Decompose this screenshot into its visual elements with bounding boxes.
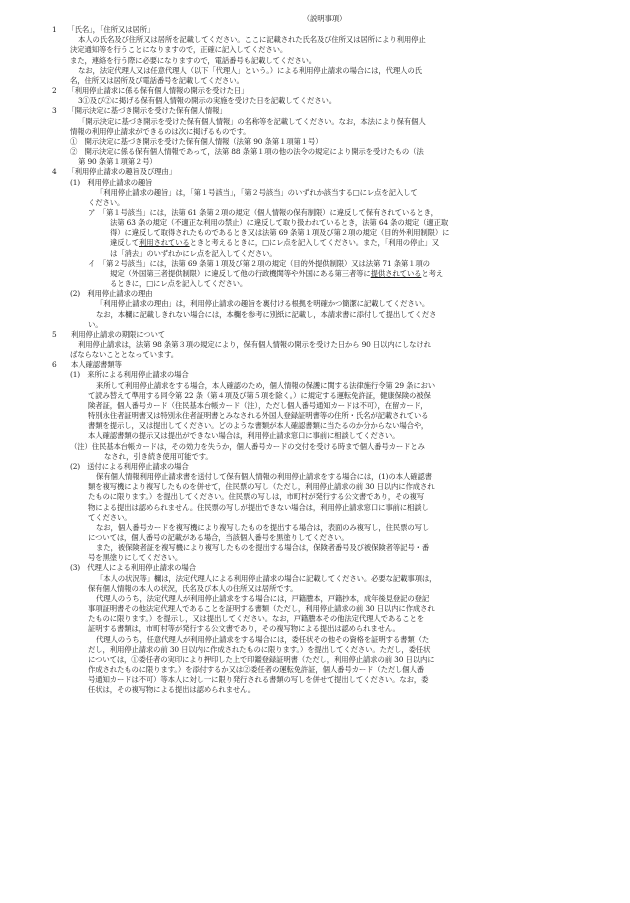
text-line: 「開示決定に基づき開示を受けた保有個人情報」の名称等を記載してください。なお，本法により保有個人 xyxy=(78,116,426,126)
text-line: (2) 送付による利用停止請求の場合 xyxy=(70,461,189,471)
text-line: なされ，引き続き使用可能です。 xyxy=(104,451,213,461)
text-line: なお，個人番号カードを複写機により複写したものを提出する場合は，表面のみ複写し，住民票の写し xyxy=(96,522,430,532)
text-line: は「消去」のいずれかにレ点を記入してください。 xyxy=(110,248,277,258)
text-line: てください。 xyxy=(88,512,132,522)
explanation-body xyxy=(52,25,597,695)
text-line: 号通知カードは不可）等本人に対し一に限り発行される書類の写しを併せて提出してください。なお，委 xyxy=(88,675,429,685)
text-line: 「本人の状況等」欄は，法定代理人による利用停止請求の場合に記載してください。必要な記載事項は， xyxy=(96,573,437,583)
text-line: また，被保険者証を複写機により複写したものを提出する場合は，保険者番号及び被保険者等記号・番 xyxy=(96,543,430,553)
text-line: については，①委任者の実印により押印した上で印鑑登録証明書（ただし，利用停止請求の前 30 日以内に xyxy=(88,654,435,664)
text-line: また，連絡を行う際に必要になりますので，電話番号も記載してください。 xyxy=(70,55,317,65)
text-line: 事項証明書その他法定代理人であることを証明する書類（ただし，利用停止請求の前 30 日以内に作成され xyxy=(88,604,435,614)
text-line: 3 「開示決定に基づき開示を受けた保有個人情報」 xyxy=(52,106,227,116)
text-line: 決定通知等を行うことになりますので，正確に記入してください。 xyxy=(70,45,288,55)
document-page xyxy=(52,14,597,695)
text-line: 類を複写機により複写したものを併せて，住民票の写し（ただし，利用停止請求の前 30 日以内に作成され xyxy=(88,482,435,492)
text-line: 証明する書類は，市町村等が発行する公文書であり，その複写物による提出は認められません。 xyxy=(88,624,400,634)
text-line: 書類を提示し，又は提出してください。どのような書類が本人確認書類に当たるのか分からない場合や， xyxy=(88,421,429,431)
text-line: なお，法定代理人又は任意代理人（以下「代理人」という。）による利用停止請求の場合には，代理人の氏 xyxy=(78,65,422,75)
text-line: 保有個人情報の本人の状況，氏名及び本人の住所又は居所です。 xyxy=(88,583,298,593)
text-line: 代理人のうち，法定代理人が利用停止請求をする場合には，戸籍謄本，戸籍抄本，成年後見登記の登記 xyxy=(96,593,430,603)
text-line: 法第 63 条の規定（不適正な利用の禁止）に違反して取り扱われているとき，法第 64 条の規定（適正取 xyxy=(110,218,449,228)
text-line: 本人確認書類の提示又は提出ができない場合は，利用停止請求窓口に事前に相談してください。 xyxy=(88,431,400,441)
text-line: 6 本人確認書類等 xyxy=(52,360,122,370)
text-line: なお，本欄に記載しきれない場合には，本欄を参考に別紙に記載し，本請求書に添付して提出してくださ xyxy=(96,309,437,319)
text-line: (1) 利用停止請求の趣旨 xyxy=(70,177,153,187)
text-line: 来所して利用停止請求をする場合，本人確認のため，個人情報の保護に関する法律施行令第 29 条におい xyxy=(96,380,436,390)
text-line: ください。 xyxy=(88,197,125,207)
text-line: い。 xyxy=(88,319,103,329)
text-line: (2) 利用停止請求の理由 xyxy=(70,289,153,299)
text-line: ア 「第１号該当」には，法第 61 条第２項の規定（個人情報の保有制限）に違反して保有されているとき， xyxy=(88,207,438,217)
text-line: 利用停止請求は，法第 98 条第３項の規定により，保有個人情報の開示を受けた日から 90 日以内にしなけれ xyxy=(78,340,431,349)
text-line: たものに限ります。）を提示し，又は提出してください。なお，戸籍謄本その他法定代理人であることを xyxy=(88,614,425,624)
text-line: 名，住所又は居所及び電話番号を記載してください。 xyxy=(70,75,244,85)
document-title: （説明事項） xyxy=(302,14,347,23)
text-line: 得）に違反して取得されたものであるとき又は法第 69 条第１項及び第２項の規定（目的外利用制限）に xyxy=(110,228,450,238)
text-line: 第 90 条第１項第２号） xyxy=(78,157,157,167)
underlined-phrase: 提供されている xyxy=(370,268,422,278)
text-line: 情報の利用停止請求ができるのは次に掲げるものです。 xyxy=(70,126,251,136)
text-line: 5 利用停止請求の期限について xyxy=(52,329,166,339)
text-line: （注）住民基本台帳カードは，その効力を失うか，個人番号カードの交付を受ける時まで個人番号カードとみ xyxy=(70,441,425,451)
text-line: 代理人のうち，任意代理人が利用停止請求をする場合には，委任状その他その資格を証明する書類（た xyxy=(96,634,430,644)
text-line: については，個人番号の記載がある場合，当該個人番号を黒塗りしてください。 xyxy=(88,532,349,542)
text-line: 号を黒塗りにしてください。 xyxy=(88,553,183,563)
text-line: 1 「氏名」，「住所又は居所」 xyxy=(52,25,155,35)
text-line: 物による提出は認められません。住民票の写しが提出できない場合は，利用停止請求窓口に事前に相談し xyxy=(88,502,429,512)
text-line: 「利用停止請求の理由」は，利用停止請求の趣旨を裏付ける根拠を明確かつ簡潔に記載してください。 xyxy=(96,299,430,309)
text-line: ばならないこととなっています。 xyxy=(70,350,179,360)
text-line: 特別永住者証明書又は特別永住者証明書とみなされる外国人登録証明書等の住所・氏名が記載されている xyxy=(88,411,429,421)
text-line: だし，利用停止請求の前 30 日以内に作成されたものに限ります。）を提出してください。ただし，委任状 xyxy=(88,644,431,654)
text-line: 規定（外国第三者提供制限）に違反して他の行政機関等や外国にある第三者等に提供されていると考え xyxy=(110,268,444,278)
text-line: 任状は，その複写物による提出は認められません。 xyxy=(88,685,255,695)
text-line: 険者証，個人番号カード（住民基本台帳カード（注），ただし個人番号通知カードは不可），在留カード， xyxy=(88,400,428,410)
text-line: 作成されたものに限ります。）を添付するか又は②委任者の運転免許証，個人番号カード（ただし個人番 xyxy=(88,665,425,674)
text-line: 保有個人情報利用停止請求書を送付して保有個人情報の利用停止請求をする場合には，(1)の本人確認書 xyxy=(96,472,432,482)
text-line: イ 「第２号該当」には，法第 69 条第１項及び第２項の規定（目的外提供制限）又は法第 71 条第１項の xyxy=(88,258,430,268)
text-line: 4 「利用停止請求の趣旨及び理由」 xyxy=(52,167,176,177)
text-line: 2 「利用停止請求に係る保有個人情報の開示を受けた日」 xyxy=(52,86,249,96)
text-line: (1) 来所による利用停止請求の場合 xyxy=(70,370,189,380)
text-line: たものに限ります。）を提出してください。住民票の写しは，市町村が発行する公文書であり，その複写 xyxy=(88,492,425,502)
text-line: ② 開示決定に係る保有個人情報であって，法第 88 条第１項の他の法令の規定により開示を受けたもの（法 xyxy=(70,147,424,157)
text-line: ① 開示決定に基づき開示を受けた保有個人情報（法第 90 条第１項第１号） xyxy=(70,136,323,146)
text-line: 3①及び②に掲げる保有個人情報の開示の実施を受けた日を記載してください。 xyxy=(78,96,336,106)
underlined-phrase: 利用されている xyxy=(138,238,190,248)
text-line: て読み替えて準用する同令第 22 条（第４項及び第５項を除く。）に規定する運転免許証，健康保険の被保 xyxy=(88,390,431,400)
text-line: るときに，□にレ点を記入してください。 xyxy=(110,279,248,289)
text-line: 「利用停止請求の趣旨」は，「第１号該当」，「第２号該当」のいずれか該当する□にレ点を記入して xyxy=(96,187,418,197)
text-line: 本人の氏名及び住所又は居所を記載してください。ここに記載された氏名及び住所又は居所により利用停止 xyxy=(78,35,426,45)
text-line: 違反して利用されているときと考えるときに，□にレ点を記入してください。また，「利用の停止」又 xyxy=(110,238,439,248)
text-line: (3) 代理人による利用停止請求の場合 xyxy=(70,563,196,573)
